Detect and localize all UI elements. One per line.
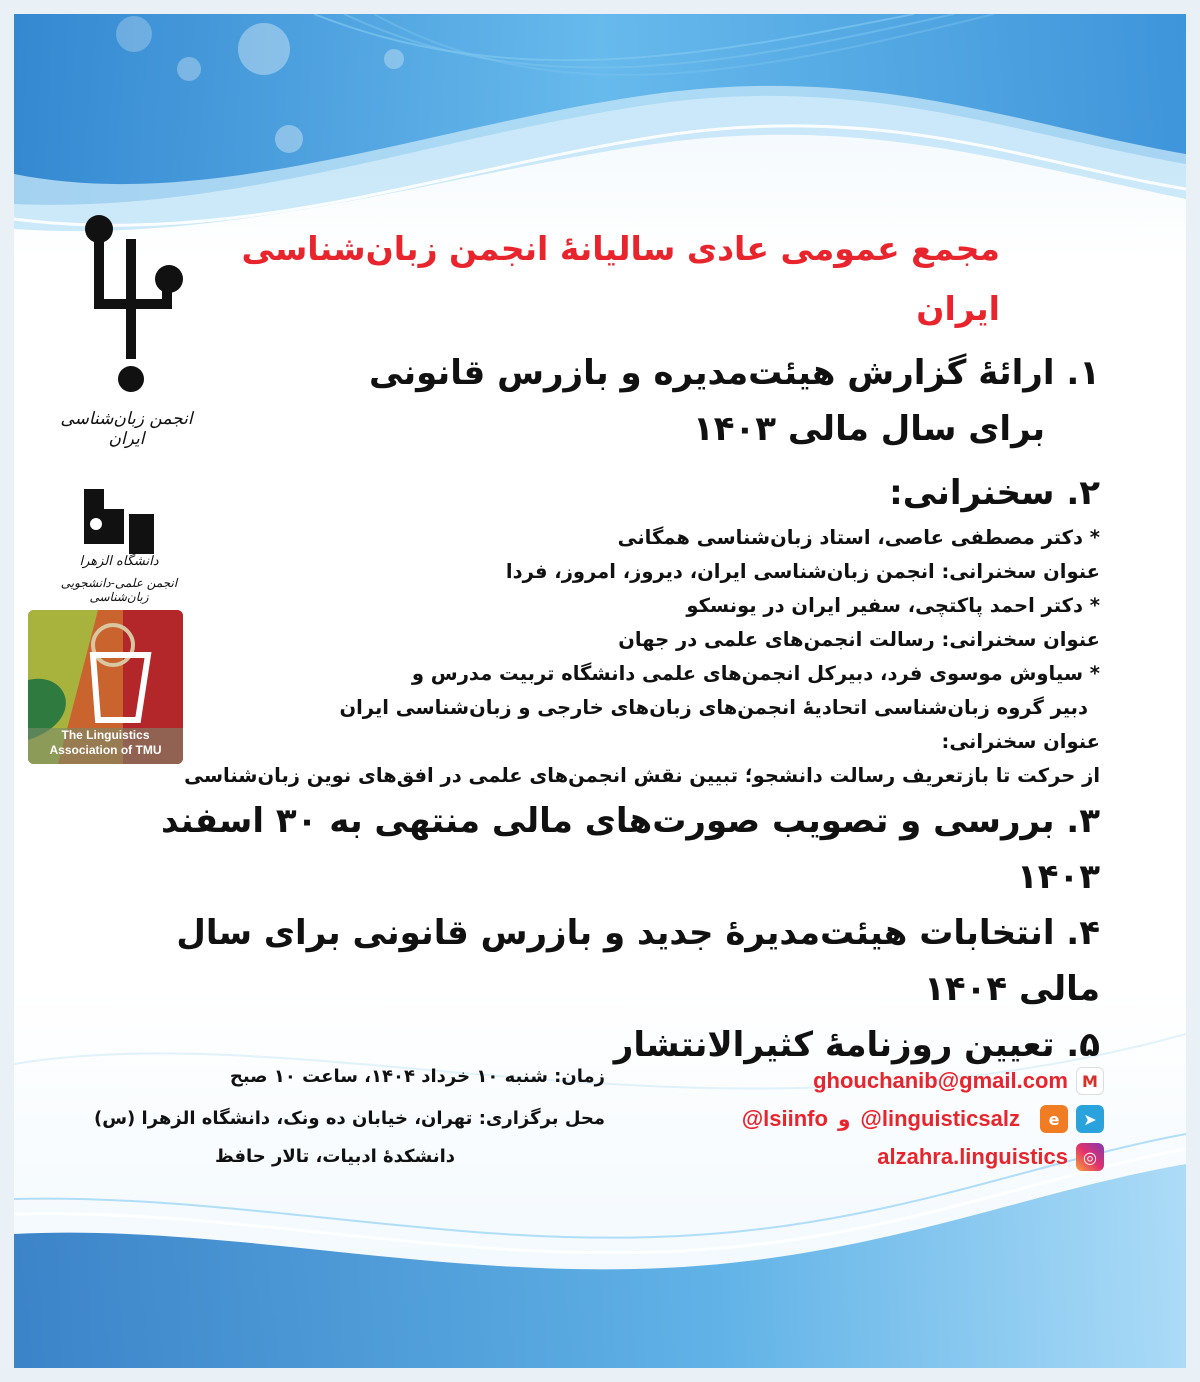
email-link[interactable]: ghouchanib@gmail.com	[813, 1068, 1068, 1093]
event-venue-1: محل برگزاری: تهران، خیابان ده ونک، دانشگاه الزهرا (س)	[93, 1108, 605, 1129]
poster-frame	[14, 14, 1186, 1368]
instagram-icon: ◎	[1076, 1143, 1104, 1171]
ilsi-logo-caption: انجمن زبان‌شناسی ایران	[60, 409, 193, 449]
speaker-3-topic-label: عنوان سخنرانی:	[941, 730, 1100, 753]
speaker-3-role: دبیر گروه زبان‌شناسی اتحادیهٔ انجمن‌های زبان‌های خارجی و زبان‌شناسی ایران	[339, 696, 1088, 719]
agenda-item-2-heading: ۲. سخنرانی:	[889, 473, 1100, 513]
speaker-details	[100, 521, 1100, 793]
contact-social-row	[624, 1100, 1104, 1138]
contact-instagram-row	[624, 1138, 1104, 1176]
event-venue-2: دانشکدهٔ ادبیات، تالار حافظ	[214, 1146, 455, 1167]
speaker-2: * دکتر احمد پاکتچی، سفیر ایران در یونسکو	[686, 594, 1100, 617]
event-info	[40, 1058, 605, 1176]
alzahra-caption-2: انجمن علمی-دانشجویی زبان‌شناسی	[60, 576, 178, 604]
and-separator: و	[837, 1107, 851, 1131]
page-title: مجمع عمومی عادی سالیانهٔ انجمن زبان‌شناسی ایران	[241, 229, 1000, 328]
instagram-handle[interactable]: alzahra.linguistics	[877, 1144, 1068, 1169]
agenda-item-5: ۵. تعیین روزنامهٔ کثیرالانتشار	[613, 1025, 1100, 1065]
contact-list	[624, 1062, 1104, 1176]
eitaa-icon: e	[1040, 1105, 1068, 1133]
telegram-icon: ➤	[1076, 1105, 1104, 1133]
telegram-handle[interactable]: @linguisticsalz	[860, 1106, 1020, 1131]
agenda-item-1-line-1: ۱. ارائۀ گزارش هیئت‌مدیره و بازرس قانونی	[368, 353, 1100, 393]
agenda	[100, 345, 1100, 1073]
speaker-3-topic: از حرکت تا بازتعریف رسالت دانشجو؛ تبیین نقش انجمن‌های علمی در افق‌های نوین زبان‌شناسی	[184, 764, 1100, 787]
tmu-logo-caption: The Linguistics Association of TMU	[49, 728, 162, 757]
agenda-item-3: ۳. بررسی و تصویب صورت‌های مالی منتهی به ۳۰ اسفند ۱۴۰۳	[160, 801, 1100, 897]
speaker-2-topic: عنوان سخنرانی: رسالت انجمن‌های علمی در جهان	[618, 628, 1100, 651]
eitaa-handle[interactable]: @lsiinfo	[741, 1106, 828, 1131]
agenda-item-1-line-2: برای سال مالی ۱۴۰۳	[693, 409, 1045, 449]
alzahra-caption-1: دانشگاه الزهرا	[79, 554, 159, 569]
speaker-1-topic: عنوان سخنرانی: انجمن زبان‌شناسی ایران، دیروز، امروز، فردا	[505, 560, 1100, 583]
contact-email-row	[624, 1062, 1104, 1100]
speaker-1: * دکتر مصطفی عاصی، استاد زبان‌شناسی همگانی	[617, 526, 1100, 549]
gmail-icon: M	[1076, 1067, 1104, 1095]
event-time: زمان: شنبه ۱۰ خرداد ۱۴۰۴، ساعت ۱۰ صبح	[229, 1066, 605, 1087]
agenda-item-4: ۴. انتخابات هیئت‌مدیرهٔ جدید و بازرس قانونی برای سال مالی ۱۴۰۴	[176, 913, 1100, 1009]
speaker-3: * سیاوش موسوی فرد، دبیرکل انجمن‌های علمی دانشگاه تربیت مدرس و	[411, 662, 1100, 685]
